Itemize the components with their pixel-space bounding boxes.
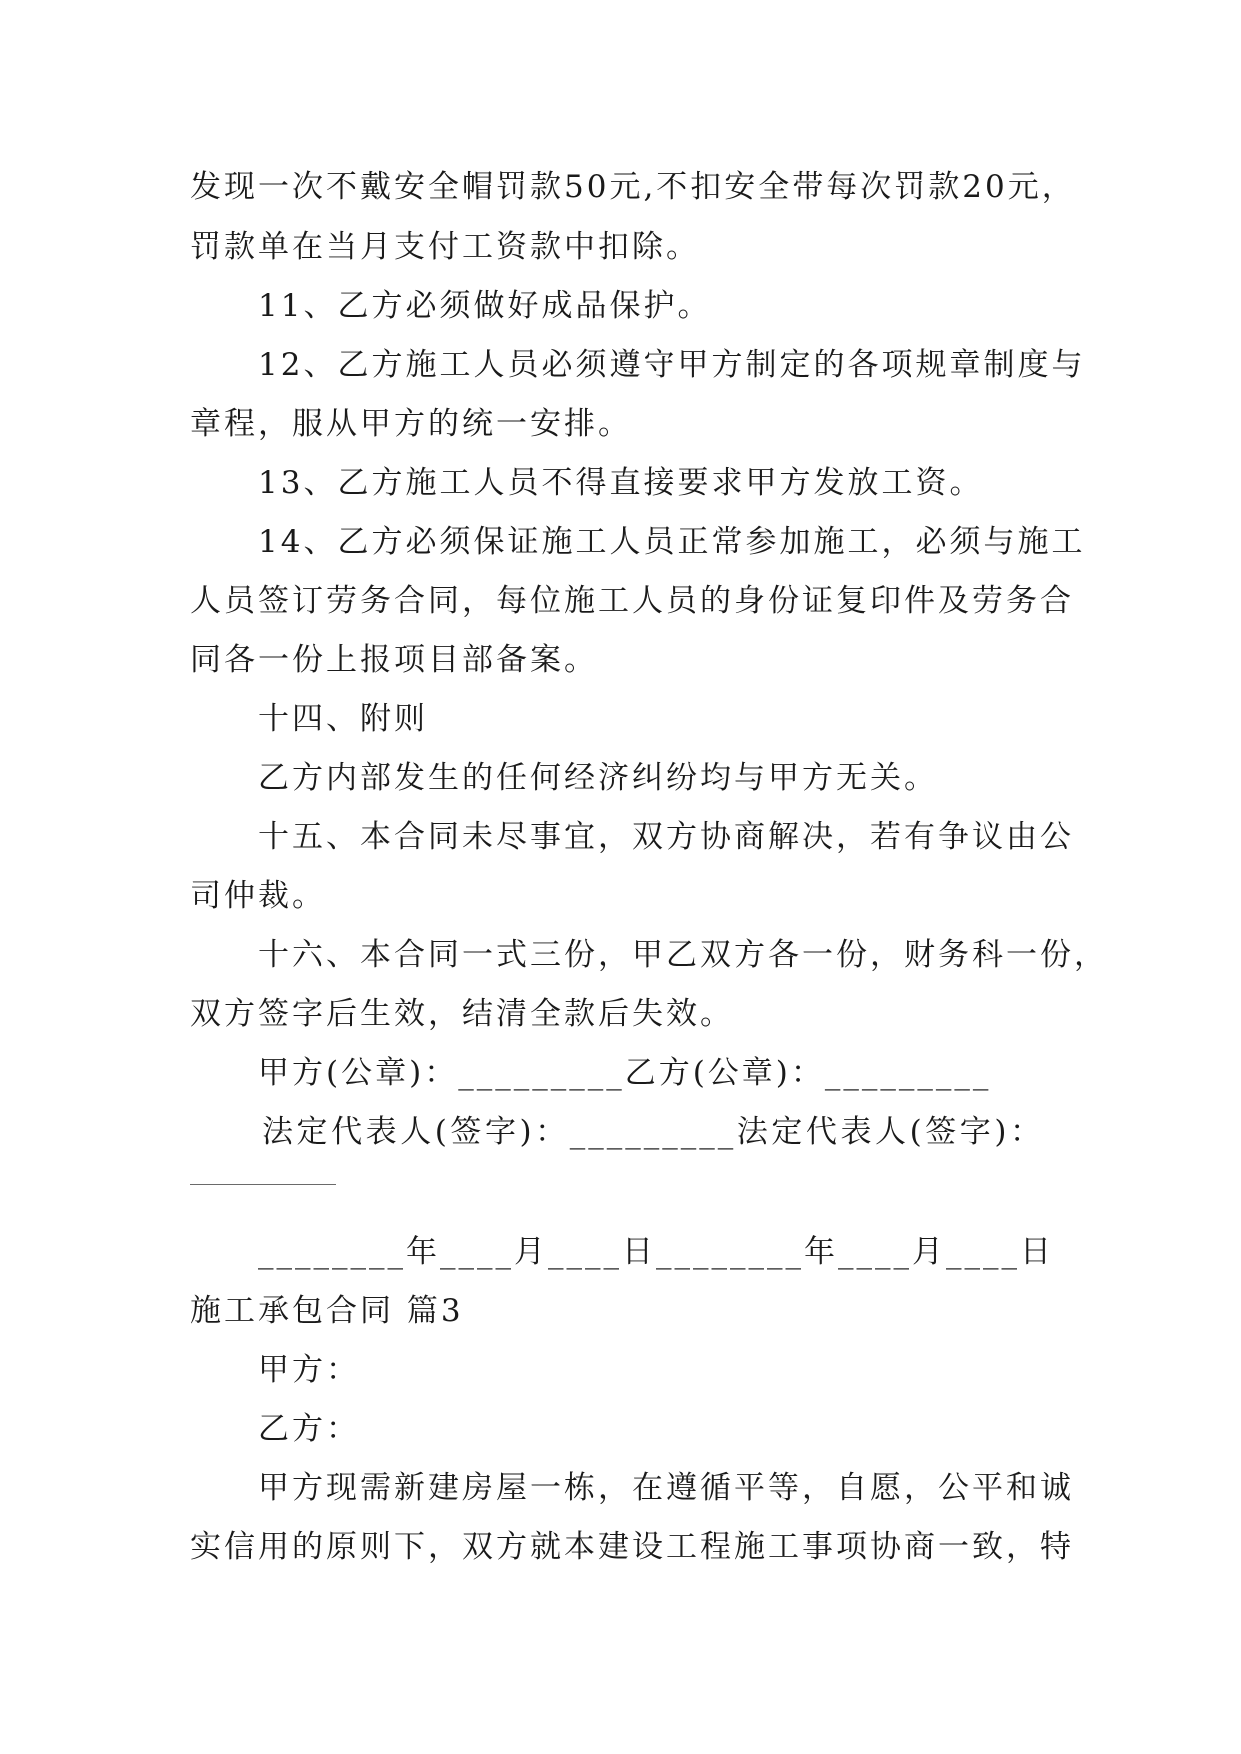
paragraph-line: 同各一份上报项目部备案。 — [190, 642, 598, 678]
paragraph-line: 实信用的原则下，双方就本建设工程施工事项协商一致，特 — [190, 1529, 1074, 1565]
paragraph-line: 人员签订劳务合同，每位施工人员的身份证复印件及劳务合 — [190, 583, 1074, 619]
contract-heading: 施工承包合同 篇3 — [190, 1293, 464, 1329]
paragraph-line: 甲方现需新建房屋一栋，在遵循平等，自愿，公平和诚 — [258, 1470, 1074, 1506]
paragraph-line: 乙方内部发生的任何经济纠纷均与甲方无关。 — [258, 760, 938, 796]
section-16: 十六、本合同一式三份，甲乙双方各一份，财务科一份， — [258, 937, 1108, 973]
section-heading: 十四、附则 — [258, 701, 428, 737]
date-line: ________年____月____日________年____月____日 — [258, 1234, 1054, 1270]
signature-blank — [190, 1184, 336, 1185]
paragraph-line: 双方签字后生效，结清全款后失效。 — [190, 996, 734, 1032]
clause-14: 14、乙方必须保证施工人员正常参加施工，必须与施工 — [258, 524, 1086, 560]
section-15: 十五、本合同未尽事宜，双方协商解决，若有争议由公 — [258, 819, 1074, 855]
paragraph-line: 司仲裁。 — [190, 878, 326, 914]
clause-12: 12、乙方施工人员必须遵守甲方制定的各项规章制度与 — [258, 347, 1086, 383]
paragraph-line: 发现一次不戴安全帽罚款50元,不扣安全带每次罚款20元， — [190, 169, 1076, 205]
clause-11: 11、乙方必须做好成品保护。 — [258, 288, 712, 324]
party-seal-line: 甲方(公章)：_________乙方(公章)：_________ — [258, 1055, 992, 1091]
paragraph-line: 章程，服从甲方的统一安排。 — [190, 406, 632, 442]
paragraph-line: 罚款单在当月支付工资款中扣除。 — [190, 229, 700, 265]
party-b-label: 乙方： — [258, 1411, 360, 1447]
representative-signature-line: 法定代表人(签字)：_________法定代表人(签字)： — [262, 1114, 1044, 1150]
clause-13: 13、乙方施工人员不得直接要求甲方发放工资。 — [258, 465, 984, 501]
party-a-label: 甲方： — [258, 1352, 360, 1388]
